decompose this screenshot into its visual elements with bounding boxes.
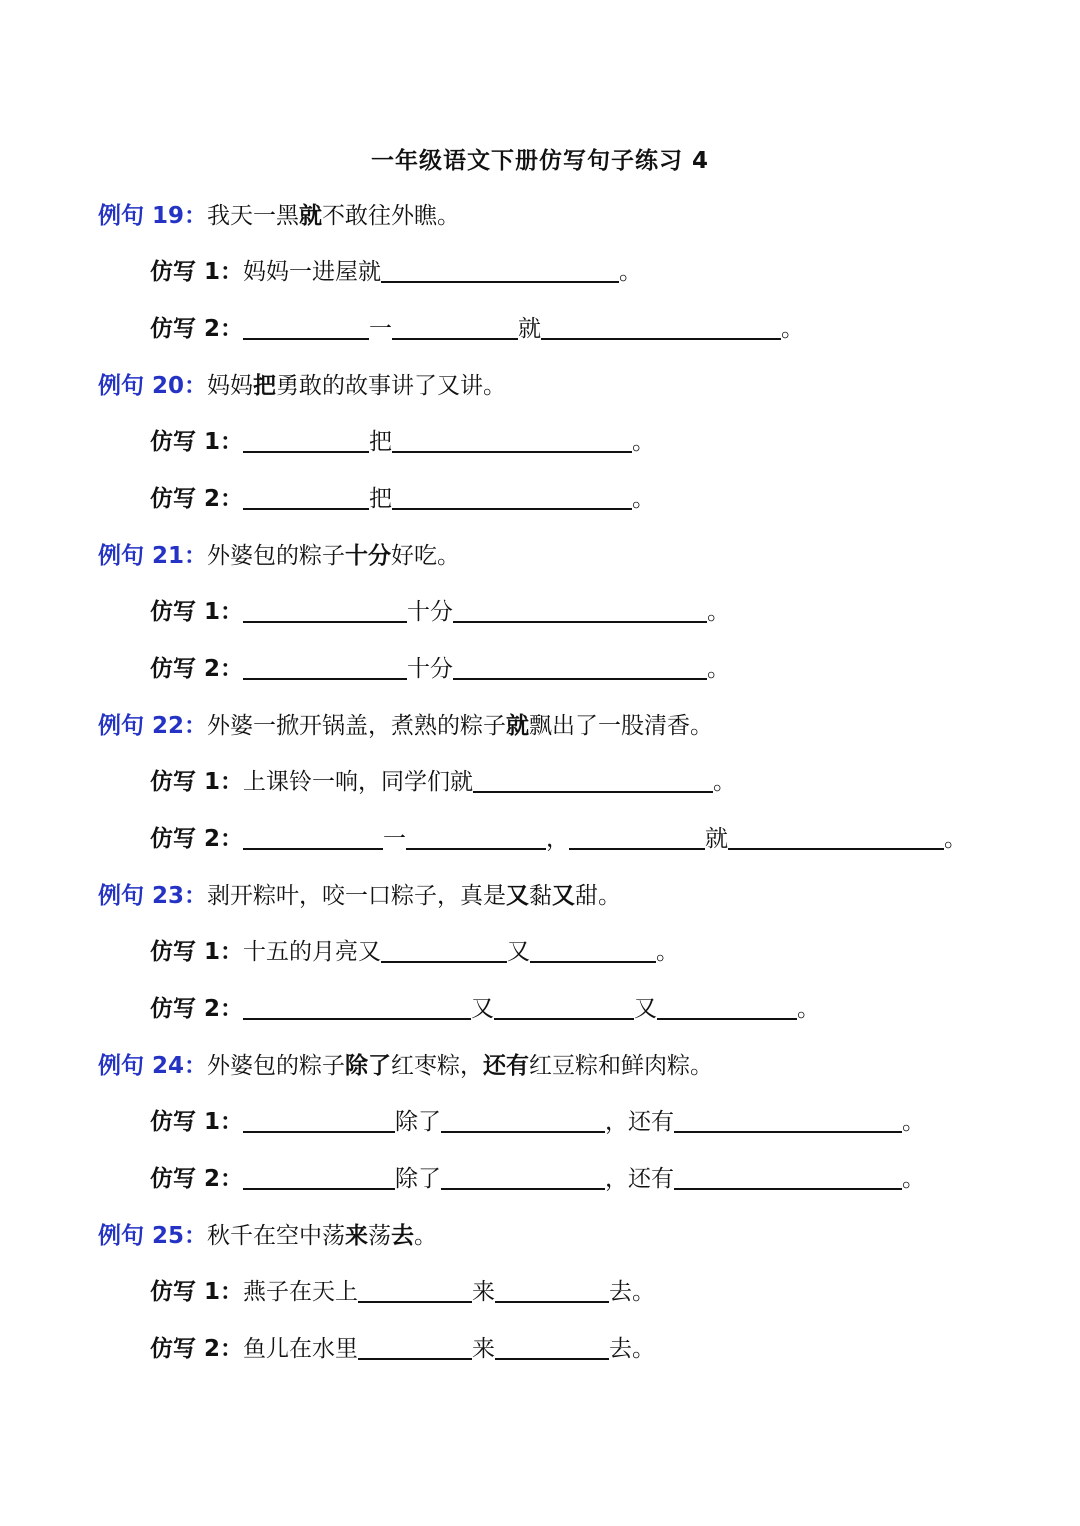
- sentence-text: 红枣粽，: [391, 1053, 484, 1079]
- practice-line: [150, 651, 730, 687]
- answer-blank[interactable]: [674, 1105, 902, 1133]
- sentence-text: 外婆包的粽子: [207, 543, 346, 569]
- sentence-text: 勇敢的故事讲了又讲。: [276, 373, 507, 399]
- practice-text: 上课铃一响，同学们就: [243, 769, 474, 795]
- keyword: 去: [391, 1222, 415, 1249]
- practice-line: [150, 254, 642, 290]
- example-label: 例句 19：: [98, 203, 208, 229]
- keyword: 又: [506, 882, 530, 909]
- sentence-text: 我天一黑: [207, 203, 300, 229]
- answer-blank[interactable]: [243, 312, 369, 340]
- practice-text: 。: [632, 486, 656, 512]
- practice-text: ，还有: [605, 1166, 675, 1192]
- answer-blank[interactable]: [495, 1275, 609, 1303]
- practice-label: 仿写 2：: [150, 996, 244, 1022]
- practice-text: 一: [383, 826, 407, 852]
- practice-text: 。: [632, 429, 656, 455]
- answer-blank[interactable]: [243, 1162, 395, 1190]
- practice-text: 。: [707, 656, 731, 682]
- answer-blank[interactable]: [406, 822, 546, 850]
- keyword: 除了: [345, 1052, 392, 1079]
- answer-blank[interactable]: [243, 822, 383, 850]
- practice-text: 。: [902, 1166, 926, 1192]
- answer-blank[interactable]: [453, 595, 707, 623]
- answer-blank[interactable]: [495, 1332, 609, 1360]
- practice-text: 。: [781, 316, 805, 342]
- sentence-text: 黏: [529, 883, 553, 909]
- answer-blank[interactable]: [392, 482, 632, 510]
- practice-line: [150, 1274, 655, 1310]
- practice-line: [150, 1331, 655, 1367]
- example-sentence: [98, 1218, 437, 1254]
- sentence-text: 外婆一掀开锅盖，煮熟的粽子: [207, 713, 507, 739]
- practice-label: 仿写 2：: [150, 656, 244, 682]
- answer-blank[interactable]: [358, 1275, 472, 1303]
- practice-line: [150, 1161, 925, 1197]
- answer-blank[interactable]: [392, 425, 632, 453]
- practice-text: 。: [944, 826, 968, 852]
- answer-blank[interactable]: [392, 312, 518, 340]
- practice-text: 就: [518, 316, 542, 342]
- practice-label: 仿写 2：: [150, 316, 244, 342]
- practice-text: 鱼儿在水里: [243, 1336, 359, 1362]
- keyword: 来: [345, 1222, 369, 1249]
- example-sentence: [98, 538, 460, 574]
- answer-blank[interactable]: [243, 992, 471, 1020]
- keyword: 把: [253, 372, 277, 399]
- answer-blank[interactable]: [541, 312, 781, 340]
- page-title: 一年级语文下册仿写句子练习 4: [370, 148, 709, 174]
- practice-text: ，还有: [605, 1109, 675, 1135]
- practice-text: 妈妈一进屋就: [243, 259, 382, 285]
- answer-blank[interactable]: [243, 425, 369, 453]
- practice-text: 又: [634, 996, 658, 1022]
- example-label: 例句 22：: [98, 713, 208, 739]
- practice-line: [150, 424, 655, 460]
- practice-label: 仿写 2：: [150, 1166, 244, 1192]
- sentence-text: 秋千在空中荡: [207, 1223, 346, 1249]
- answer-blank[interactable]: [530, 935, 656, 963]
- answer-blank[interactable]: [453, 652, 707, 680]
- practice-text: 把: [369, 429, 393, 455]
- sentence-text: 剥开粽叶，咬一口粽子，真是: [207, 883, 507, 909]
- example-label: 例句 21：: [98, 543, 208, 569]
- practice-label: 仿写 2：: [150, 486, 244, 512]
- keyword: 十分: [345, 542, 392, 569]
- example-label: 例句 25：: [98, 1223, 208, 1249]
- example-sentence: [98, 708, 713, 744]
- practice-label: 仿写 1：: [150, 259, 244, 285]
- practice-text: 来: [472, 1279, 496, 1305]
- practice-label: 仿写 1：: [150, 769, 244, 795]
- practice-text: 去。: [609, 1279, 656, 1305]
- practice-line: [150, 821, 967, 857]
- sentence-text: 飘出了一股清香。: [529, 713, 714, 739]
- practice-text: 去。: [609, 1336, 656, 1362]
- answer-blank[interactable]: [381, 935, 507, 963]
- answer-blank[interactable]: [441, 1105, 605, 1133]
- practice-label: 仿写 2：: [150, 1336, 244, 1362]
- practice-text: 就: [705, 826, 729, 852]
- practice-text: 又: [471, 996, 495, 1022]
- answer-blank[interactable]: [569, 822, 705, 850]
- answer-blank[interactable]: [441, 1162, 605, 1190]
- practice-text: 十五的月亮又: [243, 939, 382, 965]
- keyword: 又: [552, 882, 576, 909]
- practice-line: [150, 481, 655, 517]
- practice-line: [150, 764, 736, 800]
- practice-text: 。: [656, 939, 680, 965]
- practice-text: 。: [797, 996, 821, 1022]
- example-sentence: [98, 1048, 713, 1084]
- example-sentence: [98, 878, 621, 914]
- answer-blank[interactable]: [243, 482, 369, 510]
- practice-text: 。: [619, 259, 643, 285]
- practice-line: [150, 991, 820, 1027]
- answer-blank[interactable]: [243, 595, 407, 623]
- practice-label: 仿写 1：: [150, 1109, 244, 1135]
- sentence-text: 外婆包的粽子: [207, 1053, 346, 1079]
- answer-blank[interactable]: [674, 1162, 902, 1190]
- answer-blank[interactable]: [243, 652, 407, 680]
- practice-line: [150, 1104, 925, 1140]
- sentence-text: 荡: [368, 1223, 392, 1249]
- practice-line: [150, 594, 730, 630]
- sentence-text: 。: [414, 1223, 438, 1249]
- practice-text: ，: [546, 826, 570, 852]
- practice-text: 又: [507, 939, 531, 965]
- practice-text: 。: [707, 599, 731, 625]
- answer-blank[interactable]: [728, 822, 944, 850]
- practice-label: 仿写 1：: [150, 599, 244, 625]
- answer-blank[interactable]: [473, 765, 713, 793]
- sentence-text: 好吃。: [391, 543, 461, 569]
- practice-text: 。: [902, 1109, 926, 1135]
- example-label: 例句 24：: [98, 1053, 208, 1079]
- practice-text: 除了: [395, 1109, 442, 1135]
- answer-blank[interactable]: [358, 1332, 472, 1360]
- practice-text: 十分: [407, 599, 454, 625]
- answer-blank[interactable]: [381, 255, 619, 283]
- answer-blank[interactable]: [657, 992, 797, 1020]
- practice-label: 仿写 1：: [150, 1279, 244, 1305]
- example-sentence: [98, 198, 460, 234]
- example-label: 例句 20：: [98, 373, 208, 399]
- practice-label: 仿写 1：: [150, 939, 244, 965]
- practice-text: 十分: [407, 656, 454, 682]
- practice-line: [150, 311, 804, 347]
- example-label: 例句 23：: [98, 883, 208, 909]
- answer-blank[interactable]: [494, 992, 634, 1020]
- practice-text: 把: [369, 486, 393, 512]
- practice-line: [150, 934, 679, 970]
- practice-text: 。: [713, 769, 737, 795]
- sentence-text: 红豆粽和鲜肉粽。: [529, 1053, 714, 1079]
- keyword: 就: [299, 202, 323, 229]
- answer-blank[interactable]: [243, 1105, 395, 1133]
- keyword: 就: [506, 712, 530, 739]
- sentence-text: 不敢往外瞧。: [322, 203, 461, 229]
- practice-text: 燕子在天上: [243, 1279, 359, 1305]
- sentence-text: 妈妈: [207, 373, 254, 399]
- practice-label: 仿写 1：: [150, 429, 244, 455]
- practice-text: 来: [472, 1336, 496, 1362]
- example-sentence: [98, 368, 506, 404]
- practice-text: 一: [369, 316, 393, 342]
- practice-text: 除了: [395, 1166, 442, 1192]
- practice-label: 仿写 2：: [150, 826, 244, 852]
- sentence-text: 甜。: [575, 883, 622, 909]
- keyword: 还有: [483, 1052, 530, 1079]
